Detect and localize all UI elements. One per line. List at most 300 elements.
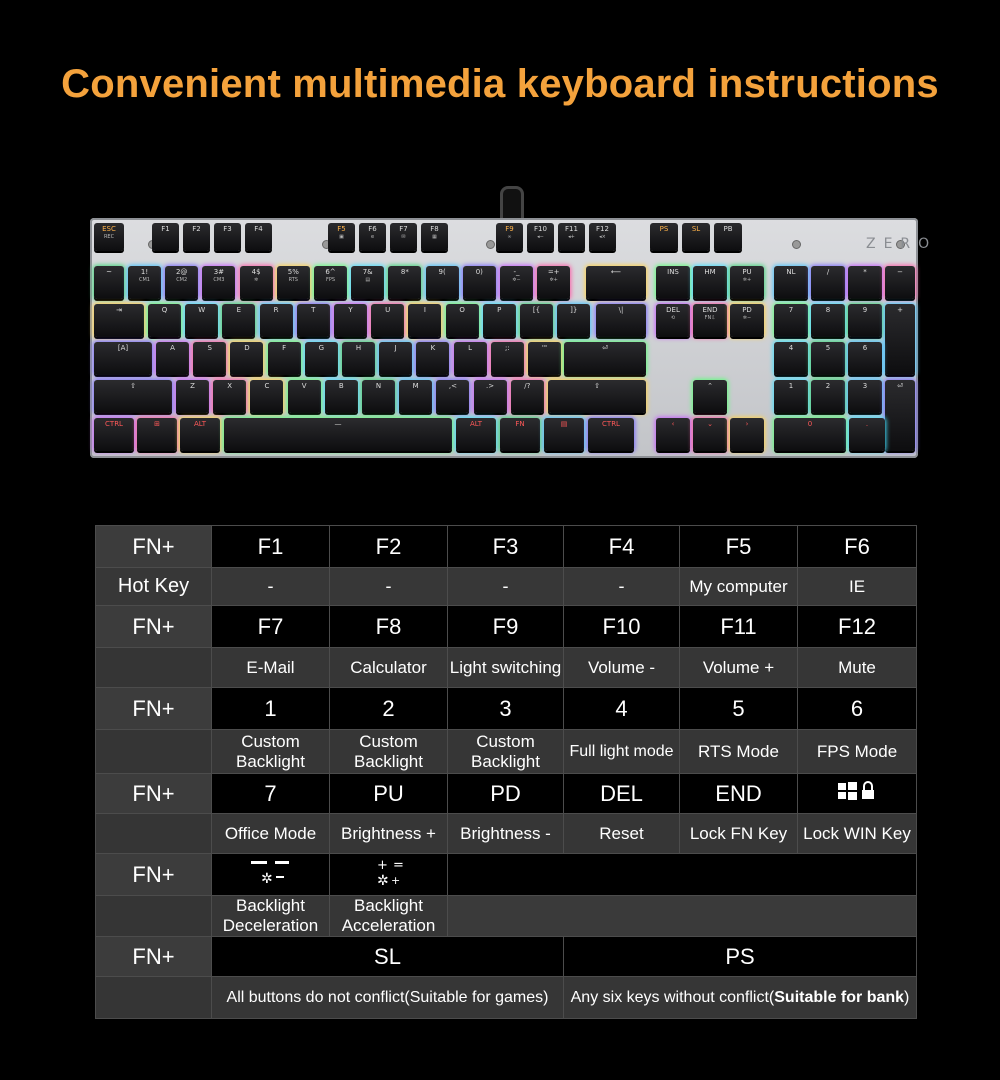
- function-desc: My computer: [680, 568, 798, 606]
- key-legend: Q: [161, 306, 168, 314]
- key-legend: E: [236, 306, 242, 314]
- key-legend: ;:: [504, 344, 510, 352]
- key-legend: .>: [486, 382, 495, 390]
- key-legend: /: [826, 268, 830, 276]
- key-legend: DEL: [666, 306, 680, 314]
- keyboard-key: [426, 266, 459, 299]
- table-row: [96, 854, 917, 896]
- function-desc-part: Any six keys without conflict(: [570, 988, 775, 1006]
- key-del: DEL: [564, 774, 680, 814]
- keyboard-key: [214, 223, 241, 251]
- keyboard-key: [558, 223, 585, 251]
- key-sublegend: ◂+: [568, 234, 575, 240]
- empty-cell: [96, 896, 212, 937]
- key-sublegend: ✲+: [549, 277, 558, 283]
- keyboard-key: [586, 266, 646, 299]
- key-legend: ]}: [570, 306, 578, 314]
- function-desc: Office Mode: [212, 814, 330, 854]
- keyboard-key: [334, 304, 367, 337]
- keyboard-key: [408, 304, 441, 337]
- table-row: [96, 606, 917, 648]
- fn-label: FN+: [96, 606, 212, 648]
- key-legend: 1: [788, 382, 794, 390]
- keyboard-key: [148, 304, 181, 337]
- keyboard-key: [94, 223, 124, 251]
- key-legend: ▤: [560, 420, 568, 428]
- key-f6: F6: [798, 526, 917, 568]
- keyboard-key: [230, 342, 263, 375]
- keyboard-key: [589, 223, 616, 251]
- keyboard-key: [328, 223, 355, 251]
- keyboard-key: [500, 418, 540, 451]
- key-legend: 8*: [400, 268, 409, 276]
- keyboard-key: [885, 304, 915, 375]
- keyboard-key: [325, 380, 358, 413]
- keyboard-key: [500, 266, 533, 299]
- key-legend: PB: [723, 225, 733, 233]
- keyboard-key: [474, 380, 507, 413]
- key-legend: C: [264, 382, 270, 390]
- function-desc: -: [330, 568, 448, 606]
- function-desc: Brightness -: [448, 814, 564, 854]
- keyboard-key: [388, 266, 421, 299]
- keyboard-brand: ZERO: [866, 236, 938, 252]
- keyboard-key: [463, 266, 496, 299]
- keyboard-key: [202, 266, 235, 299]
- key-legend: ,<: [448, 382, 457, 390]
- key-legend: PS: [659, 225, 669, 233]
- keyboard-key: [399, 380, 432, 413]
- keyboard-key: [277, 266, 310, 299]
- keyboard-key: [730, 266, 764, 299]
- keyboard-key: [156, 342, 189, 375]
- key-legend: PU: [742, 268, 752, 276]
- backlight-plus-icon: [361, 857, 417, 893]
- function-desc: Volume +: [680, 648, 798, 688]
- key-legend: ⌄: [707, 420, 713, 428]
- key-sublegend: ▦: [432, 234, 437, 240]
- table-row: [96, 730, 917, 774]
- key-legend: A: [170, 344, 175, 352]
- table-row: [96, 568, 917, 606]
- keyboard-key: [222, 304, 255, 337]
- key-legend: ⟵: [610, 268, 622, 276]
- keyboard-key: [848, 304, 882, 337]
- page-title: Convenient multimedia keyboard instructions: [61, 62, 939, 106]
- keyboard-key: [656, 266, 690, 299]
- key-legend: ›: [745, 420, 749, 428]
- key-legend: Z: [190, 382, 195, 390]
- key-legend: F8: [430, 225, 439, 233]
- keyboard-key: [848, 380, 882, 413]
- key-legend: +: [897, 306, 903, 314]
- key-pd: PD: [448, 774, 564, 814]
- keyboard-key: [314, 266, 347, 299]
- key-legend: Y: [348, 306, 353, 314]
- keyboard-key: [811, 380, 845, 413]
- keyboard-key: [774, 418, 846, 451]
- function-desc: -: [448, 568, 564, 606]
- key-legend: P: [497, 306, 502, 314]
- key-f10: F10: [564, 606, 680, 648]
- keyboard-key: [213, 380, 246, 413]
- key-4: 4: [564, 688, 680, 730]
- function-desc: Volume -: [564, 648, 680, 688]
- function-desc: Light switching: [448, 648, 564, 688]
- function-desc: Lock WIN Key: [798, 814, 917, 854]
- function-desc: Custom Backlight: [212, 730, 330, 774]
- key-sublegend: REC: [103, 234, 115, 240]
- key-legend: ⏎: [897, 382, 903, 390]
- key-sublegend: ✲+: [742, 277, 752, 283]
- keyboard-key: [848, 342, 882, 375]
- key-legend: R: [273, 306, 279, 314]
- key-legend: H: [355, 344, 362, 352]
- key-legend: B: [338, 382, 344, 390]
- key-pu: PU: [330, 774, 448, 814]
- keyboard-key: [527, 223, 554, 251]
- key-f5: F5: [680, 526, 798, 568]
- key-legend: —: [334, 420, 342, 428]
- key-legend: 2@: [175, 268, 188, 276]
- keyboard-key: [454, 342, 487, 375]
- key-legend: \|: [618, 306, 624, 314]
- key-sublegend: CM1: [139, 277, 150, 283]
- key-backlight-plus: [330, 854, 448, 896]
- key-legend: 0: [807, 420, 813, 428]
- keyboard-key: [774, 342, 808, 375]
- hot-key-label: Hot Key: [96, 568, 212, 606]
- key-sublegend: ✉: [401, 234, 406, 240]
- function-desc: All buttons do not conflict(Suitable for games): [212, 977, 564, 1019]
- keyboard-key: [564, 342, 646, 375]
- key-legend: ESC: [102, 225, 116, 233]
- keyboard-key: [693, 266, 727, 299]
- key-f8: F8: [330, 606, 448, 648]
- key-legend: 2: [825, 382, 831, 390]
- key-legend: F1: [161, 225, 170, 233]
- empty-cell: [96, 814, 212, 854]
- empty-cell: [96, 730, 212, 774]
- key-legend: I: [423, 306, 426, 314]
- key-legend: F10: [534, 225, 547, 233]
- keyboard-key: [305, 342, 338, 375]
- keyboard-image: [90, 218, 938, 458]
- function-desc: Backlight Deceleration: [212, 896, 330, 937]
- keyboard-key: [137, 418, 177, 451]
- key-legend: [A]: [117, 344, 129, 352]
- key-legend: N: [375, 382, 382, 390]
- keyboard-key: [152, 223, 179, 251]
- key-legend: X: [227, 382, 233, 390]
- function-table: [95, 525, 917, 1019]
- function-desc: Custom Backlight: [448, 730, 564, 774]
- key-legend: -_: [513, 268, 520, 276]
- key-sublegend: CM2: [176, 277, 188, 283]
- keyboard-key: [650, 223, 678, 251]
- key-legend: 4$: [251, 268, 261, 276]
- fn-label: FN+: [96, 688, 212, 730]
- keyboard-key: [185, 304, 218, 337]
- svg-text:+: +: [376, 857, 388, 873]
- function-desc-bold: Suitable for bank: [774, 988, 905, 1006]
- keyboard-key: [774, 266, 808, 299]
- key-legend: HM: [704, 268, 716, 276]
- keyboard-key: [351, 266, 384, 299]
- key-legend: ⌃: [707, 382, 713, 390]
- key-legend: F5: [337, 225, 346, 233]
- table-row: [96, 526, 917, 568]
- key-legend: ~: [106, 268, 112, 276]
- key-legend: [{: [532, 306, 541, 314]
- backlight-minus-icon: [243, 868, 299, 893]
- keyboard-key: [362, 380, 395, 413]
- keyboard-key: [180, 418, 220, 451]
- table-row: [96, 814, 917, 854]
- keyboard-key: [693, 304, 727, 337]
- keyboard-key: [885, 380, 915, 451]
- key-f4: F4: [564, 526, 680, 568]
- key-7: 7: [212, 774, 330, 814]
- keyboard-key: [511, 380, 544, 413]
- key-legend: F3: [223, 225, 232, 233]
- key-legend: 6: [862, 344, 868, 352]
- fn-label: FN+: [96, 526, 212, 568]
- function-desc: Calculator: [330, 648, 448, 688]
- key-legend: 5%: [287, 268, 299, 276]
- keyboard-key: [544, 418, 584, 451]
- key-legend: INS: [667, 268, 679, 276]
- key-legend: U: [385, 306, 391, 314]
- keyboard-key: [714, 223, 742, 251]
- key-legend: '": [541, 344, 548, 352]
- key-sublegend: ⟲: [670, 315, 676, 321]
- function-desc: RTS Mode: [680, 730, 798, 774]
- fn-label: FN+: [96, 774, 212, 814]
- keyboard-key: [94, 418, 134, 451]
- keyboard-key: [588, 418, 634, 451]
- function-desc: FPS Mode: [798, 730, 917, 774]
- keyboard-key: [165, 266, 198, 299]
- key-ps: PS: [564, 937, 917, 977]
- key-legend: S: [207, 344, 212, 352]
- keyboard-key: [693, 380, 727, 413]
- keyboard-key: [183, 223, 210, 251]
- function-desc: Brightness +: [330, 814, 448, 854]
- keyboard-key: [548, 380, 646, 413]
- key-backlight-minus: [212, 854, 330, 896]
- empty-cell: [96, 648, 212, 688]
- key-legend: ⇧: [130, 382, 136, 390]
- key-legend: D: [244, 344, 250, 352]
- key-1: 1: [212, 688, 330, 730]
- keyboard-key: [682, 223, 710, 251]
- key-legend: ALT: [469, 420, 482, 428]
- key-legend: ⊞: [154, 420, 160, 428]
- table-row: [96, 688, 917, 730]
- key-f12: F12: [798, 606, 917, 648]
- keyboard-key: [811, 342, 845, 375]
- key-sublegend: ▣: [339, 234, 344, 240]
- keyboard-key: [416, 342, 449, 375]
- key-legend: 1!: [140, 268, 149, 276]
- key-windows-lock: [798, 774, 917, 814]
- keyboard-key: [849, 418, 885, 451]
- key-3: 3: [448, 688, 564, 730]
- key-legend: =+: [547, 268, 560, 276]
- table-row: [96, 977, 917, 1019]
- key-sublegend: e: [370, 234, 375, 240]
- keyboard-key: [94, 266, 124, 299]
- keyboard-key: [483, 304, 516, 337]
- keyboard-key: [446, 304, 479, 337]
- key-f2: F2: [330, 526, 448, 568]
- keyboard-key: [656, 418, 690, 451]
- keyboard-key: [811, 266, 845, 299]
- keyboard-key: [371, 304, 404, 337]
- keyboard-key: [379, 342, 412, 375]
- function-desc: [564, 977, 917, 1019]
- keyboard-key: [456, 418, 496, 451]
- key-end: END: [680, 774, 798, 814]
- key-legend: 9: [862, 306, 868, 314]
- key-legend: 7&: [362, 268, 373, 276]
- key-sublegend: ∞: [507, 234, 512, 240]
- key-legend: PD: [742, 306, 752, 314]
- keyboard-key: [94, 304, 144, 337]
- keyboard-key: [421, 223, 448, 251]
- key-5: 5: [680, 688, 798, 730]
- key-legend: L: [468, 344, 473, 352]
- key-legend: G: [318, 344, 325, 352]
- key-legend: CTRL: [602, 420, 620, 428]
- key-legend: 9(: [438, 268, 446, 276]
- indicator-led: [486, 240, 495, 249]
- key-legend: K: [430, 344, 436, 352]
- key-sublegend: ✲−: [742, 315, 752, 321]
- key-legend: J: [394, 344, 397, 352]
- key-legend: 6^: [325, 268, 336, 276]
- function-desc: Mute: [798, 648, 917, 688]
- function-desc: Reset: [564, 814, 680, 854]
- key-legend: F: [282, 344, 287, 352]
- key-f3: F3: [448, 526, 564, 568]
- keyboard-key: [774, 380, 808, 413]
- key-legend: F2: [192, 225, 201, 233]
- key-legend: −: [897, 268, 903, 276]
- key-legend: ‹: [671, 420, 675, 428]
- key-f7: F7: [212, 606, 330, 648]
- key-legend: 4: [788, 344, 794, 352]
- key-sl: SL: [212, 937, 564, 977]
- keyboard-key: [245, 223, 272, 251]
- keyboard-key: [885, 266, 915, 299]
- keyboard-key: [193, 342, 226, 375]
- key-legend: F12: [596, 225, 609, 233]
- table-row: [96, 896, 917, 937]
- svg-text:+: +: [390, 873, 400, 887]
- keyboard-key: [557, 304, 590, 337]
- key-legend: 7: [788, 306, 794, 314]
- key-sublegend: FN⇩: [704, 315, 716, 321]
- keyboard-key: [528, 342, 561, 375]
- fn-label: FN+: [96, 937, 212, 977]
- function-desc: -: [212, 568, 330, 606]
- windows-lock-icon: [836, 782, 878, 807]
- key-sublegend: FPS: [325, 277, 336, 283]
- function-desc: E-Mail: [212, 648, 330, 688]
- key-legend: *: [863, 268, 867, 276]
- key-legend: W: [198, 306, 206, 314]
- keyboard-key: [693, 418, 727, 451]
- key-legend: /?: [524, 382, 531, 390]
- function-desc: -: [564, 568, 680, 606]
- key-6: 6: [798, 688, 917, 730]
- keyboard-key: [297, 304, 330, 337]
- function-desc-part: ): [904, 988, 910, 1006]
- key-legend: F9: [505, 225, 514, 233]
- indicator-led: [792, 240, 801, 249]
- function-desc: IE: [798, 568, 917, 606]
- keyboard-key: [288, 380, 321, 413]
- key-legend: F6: [368, 225, 377, 233]
- key-sublegend: ✲−: [512, 277, 521, 283]
- table-row: [96, 774, 917, 814]
- key-f1: F1: [212, 526, 330, 568]
- keyboard-key: [491, 342, 524, 375]
- keyboard-key: [656, 304, 690, 337]
- key-legend: F4: [254, 225, 263, 233]
- table-row: [96, 648, 917, 688]
- key-sublegend: RTS: [288, 277, 298, 283]
- key-legend: CTRL: [105, 420, 123, 428]
- keyboard-key: [496, 223, 523, 251]
- key-sublegend: ✲: [253, 277, 259, 283]
- empty-cell: [448, 854, 917, 896]
- key-legend: M: [412, 382, 419, 390]
- key-sublegend: ◂×: [599, 234, 606, 240]
- keyboard-key: [260, 304, 293, 337]
- function-desc: Custom Backlight: [330, 730, 448, 774]
- key-legend: END: [702, 306, 718, 314]
- keyboard-key: [436, 380, 469, 413]
- keyboard-key: [240, 266, 273, 299]
- empty-cell: [448, 896, 917, 937]
- key-legend: SL: [691, 225, 701, 233]
- key-legend: 8: [825, 306, 831, 314]
- key-legend: ALT: [193, 420, 206, 428]
- svg-text:=: =: [392, 857, 404, 873]
- keyboard-key: [342, 342, 375, 375]
- key-legend: T: [311, 306, 316, 314]
- function-desc: Backlight Acceleration: [330, 896, 448, 937]
- key-legend: F11: [565, 225, 578, 233]
- key-legend: 5: [825, 344, 831, 352]
- key-legend: 0): [475, 268, 483, 276]
- empty-cell: [96, 977, 212, 1019]
- key-sublegend: ▤: [365, 277, 371, 283]
- keyboard-key: [848, 266, 882, 299]
- keyboard-key: [596, 304, 646, 337]
- keyboard-key: [176, 380, 209, 413]
- key-sublegend: CM3: [213, 277, 225, 283]
- keyboard-key: [537, 266, 570, 299]
- key-legend: FN: [515, 420, 525, 428]
- key-legend: ⏎: [602, 344, 608, 352]
- keyboard-key: [224, 418, 452, 451]
- key-2: 2: [330, 688, 448, 730]
- keyboard-key: [94, 342, 152, 375]
